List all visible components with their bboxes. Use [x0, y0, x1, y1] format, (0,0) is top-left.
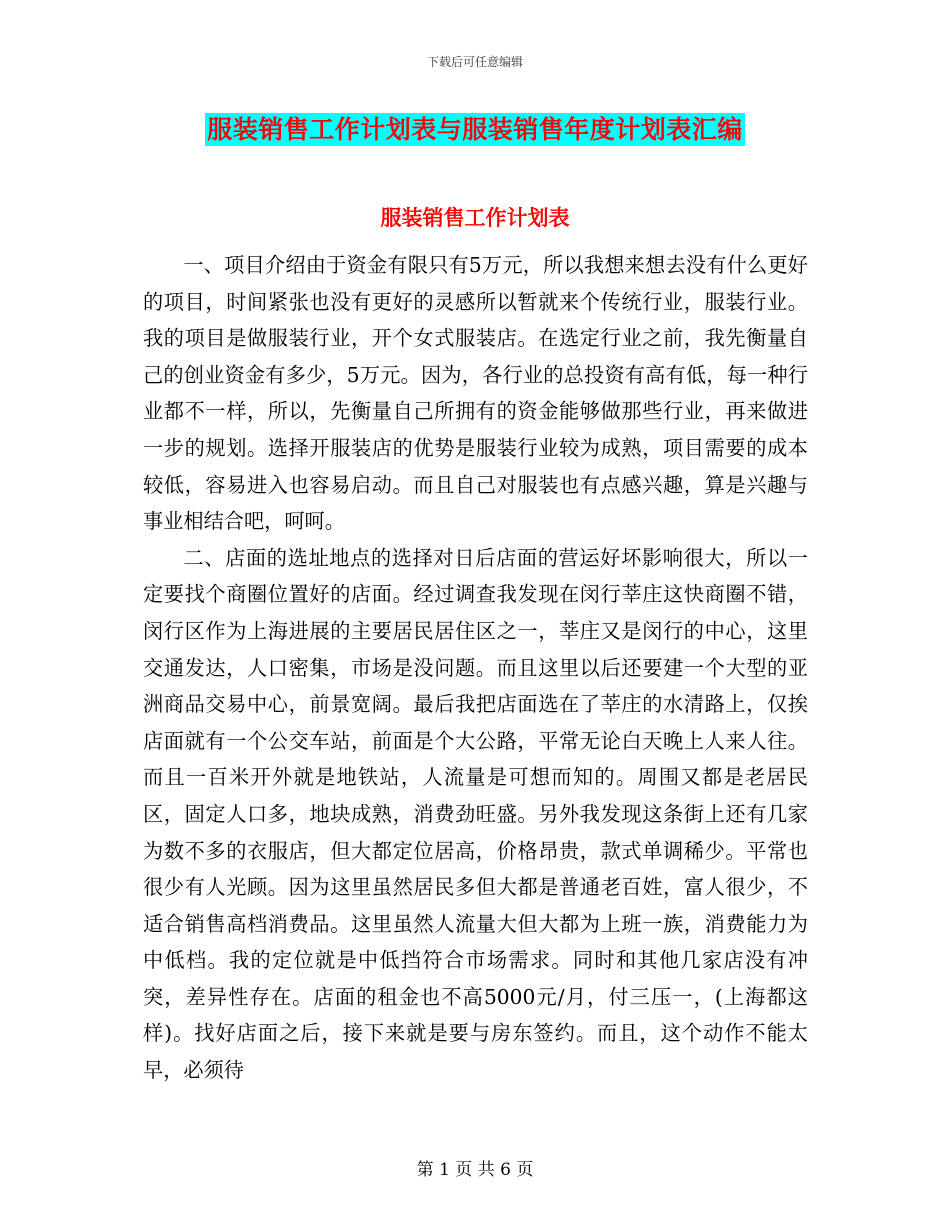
paragraph-project-intro: 一、项目介绍由于资金有限只有5万元，所以我想来想去没有什么更好的项目，时间紧张也没有更好的灵感所以暂就来个传统行业，服装行业。我的项目是做服装行业，开个女式服装店。在选定行业之前，我先衡量自己的创业资金有多少，5万元。因为，各行业的总投资有高有低，每一种行业都不一样，所以，先衡量自己所拥有的资金能够做那些行业，再来做进一步的规划。选择开服装店的优势是服装行业较为成熟，项目需要的成本较低，容易进入也容易启动。而且自己对服装也有点感兴趣，算是兴趣与事业相结合吧，呵呵。 — [143, 253, 808, 534]
paragraph-store-location: 二、店面的选址地点的选择对日后店面的营运好坏影响很大，所以一定要找个商圈位置好的店面。经过调查我发现在闵行莘庄这快商圈不错，闵行区作为上海进展的主要居民居住区之一，莘庄又是闵行的中心，这里交通发达，人口密集，市场是没问题。而且这里以后还要建一个大型的亚洲商品交易中心，前景宽阔。最后我把店面选在了莘庄的水清路上，仅挨店面就有一个公交车站，前面是个大公路，平常无论白天晚上人来人往。而且一百米开外就是地铁站，人流量是可想而知的。周围又都是老居民区，固定人口多，地块成熟，消费劲旺盛。另外我发现这条街上还有几家为数不多的衣服店，但大都定位居高，价格昂贵，款式单调稀少。平常也很少有人光顾。因为这里虽然居民多但大都是普通老百姓，富人很少，不适合销售高档消费品。这里虽然人流量大但大都为上班一族，消费能力为中低档。我的定位就是中低挡符合市场需求。同时和其他几家店没有冲突，差异性存在。店面的租金也不高5000元/月，付三压一，(上海都这样)。找好店面之后，接下来就是要与房东签约。而且，这个动作不能太早，必须待 — [143, 545, 808, 1083]
page-number-footer: 第 1 页 共 6 页 — [416, 1160, 534, 1180]
main-title: 服装销售工作计划表与服装销售年度计划表汇编 — [207, 115, 743, 144]
body-text — [143, 247, 808, 1089]
header-note: 下载后可任意编辑 — [426, 55, 523, 69]
main-title-container — [0, 113, 950, 146]
section-title: 服装销售工作计划表 — [380, 205, 570, 230]
